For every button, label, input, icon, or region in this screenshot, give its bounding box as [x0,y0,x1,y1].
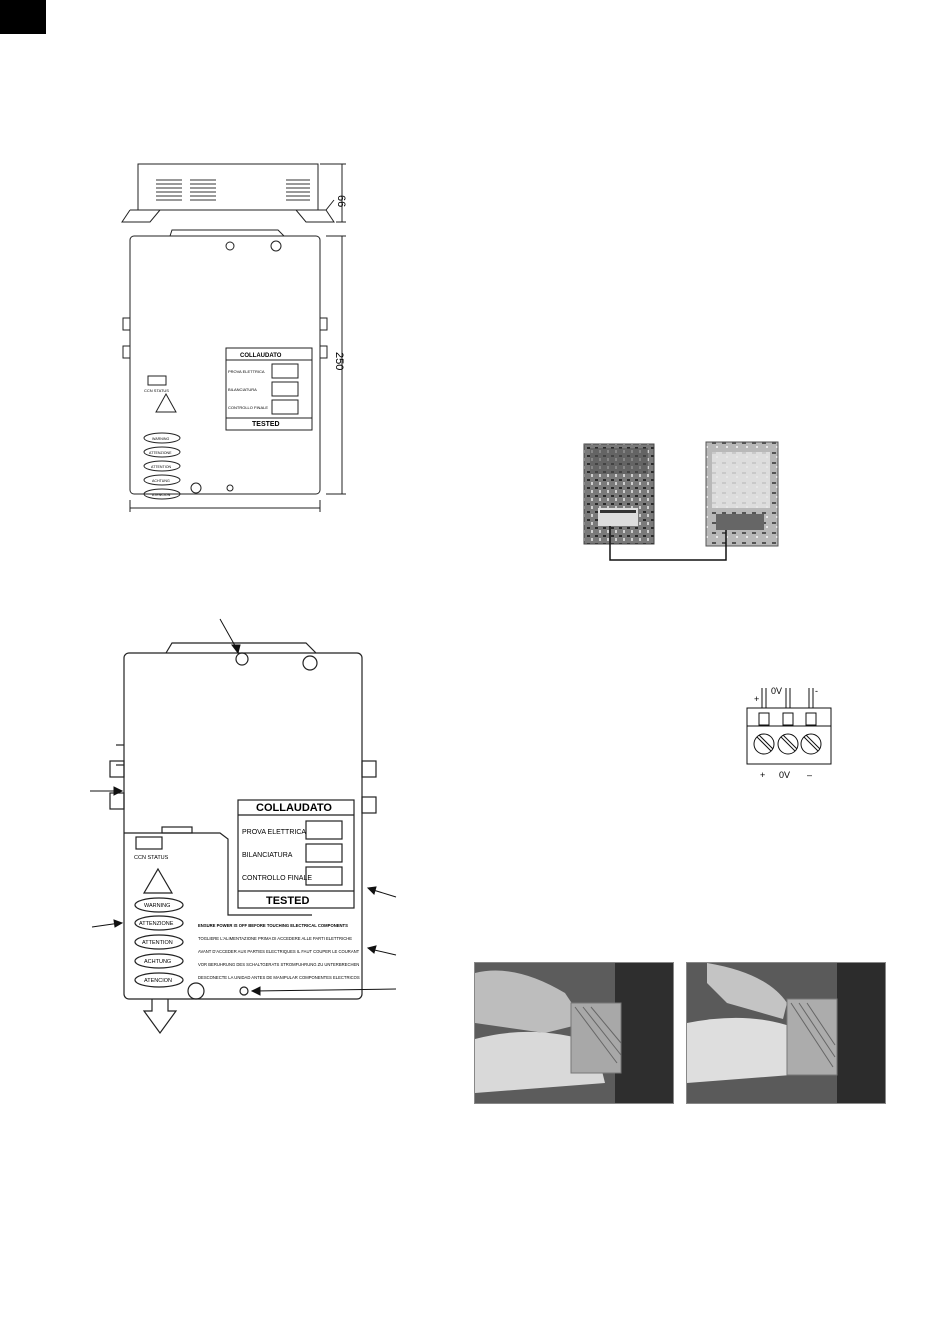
boards-connection-photo [570,430,790,570]
detail-panel-row-3: CONTROLLO FINALE [242,875,313,882]
detail-warning-3: ATTENTION [142,940,173,946]
terminal-top-plus: + [754,694,760,704]
detail-warning-text-5: DESCONECTE LA UNIDAD ANTES DE MANIPULAR COMPONENTES ELECTRICOS [198,975,360,980]
dim-warning-1: WARNING [152,437,170,441]
terminal-bottom-plus: + [760,770,766,780]
detail-warning-text-2: TOGLIERE L'ALIMENTAZIONE PRIMA DI ACCEDERE ALLE PARTI ELETTRICHE [198,936,353,941]
connector-insert-photo-left [474,962,674,1104]
secondary-board-photo [706,442,778,546]
dim-warning-4: ACHTUNG [152,479,170,483]
detail-ccn-status: CCN STATUS [134,855,169,861]
terminal-bottom-0v: 0V [779,770,791,780]
detail-warning-text-3: AVANT D'ACCEDER AUX PARTIES ELECTRIQUES IL FAUT COUPER LE COURANT [198,949,360,954]
dim-warning-3: ATTENTION [151,465,172,469]
dim-panel-row-2: BILANCIATURA [228,387,257,392]
dim-warning-2: ATTENZIONE [149,451,172,455]
dim-66-label: 66 [335,195,347,208]
dim-panel-row-1: PROVA ELETTRICA [228,369,265,374]
detail-panel-title: COLLAUDATO [256,802,332,814]
side-view [122,164,346,222]
detail-warning-text-4: VOR BERUHRUNG DES SCHALTGERATS STROMFUHRUNG ZU UNTERBRECHEN [198,962,360,967]
dim-250-label: 250 [333,352,345,371]
detail-warning-text-1: ENSURE POWER IS OFF BEFORE TOUCHING ELECTRICAL COMPONENTS [198,923,348,928]
page-corner-tab [0,0,46,34]
detail-panel-row-2: BILANCIATURA [242,852,293,859]
enclosure-detail-drawing [80,615,410,1045]
dim-warning-5: ATENCION [152,493,171,497]
detail-panel-footer: TESTED [266,895,310,907]
main-board-photo [584,444,654,544]
connector-insert-photo-right [686,962,886,1104]
dim-ccn-status: CCN STATUS [144,388,169,393]
detail-warning-4: ACHTUNG [144,959,172,965]
dim-panel-footer: TESTED [252,421,280,428]
terminal-block-diagram [745,680,845,786]
detail-warning-1: WARNING [144,903,171,909]
detail-panel-row-1: PROVA ELETTRICA [242,829,307,836]
detail-warning-2: ATTENZIONE [139,921,174,927]
dim-panel-row-3: CONTROLLO FINALE [228,405,269,410]
detail-warning-5: ATENCION [144,978,173,984]
terminal-top-0v: 0V [771,686,783,696]
airflow-arrow [144,999,176,1033]
terminal-bottom-minus: – [807,770,813,780]
dim-panel-title: COLLAUDATO [240,353,282,359]
terminal-top-minus: - [815,686,818,696]
enclosure-dimension-drawing [120,150,360,520]
